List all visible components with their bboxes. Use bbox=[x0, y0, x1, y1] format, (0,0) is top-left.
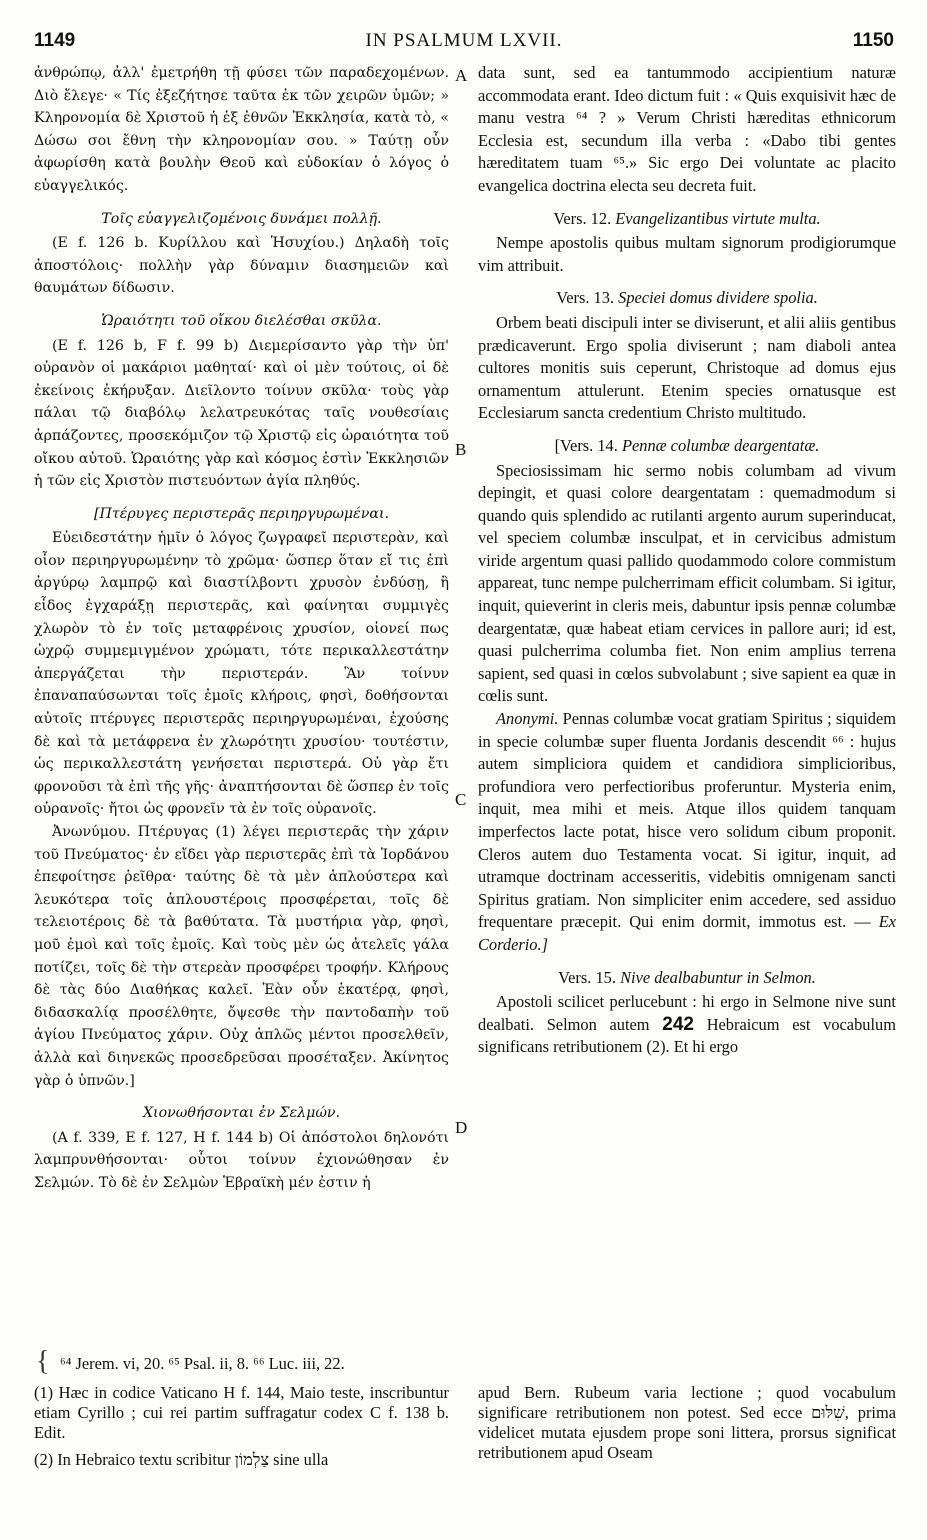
footnote: (1) Hæc in codice Vaticano H f. 144, Maio teste, inscribuntur etiam Cyrillo ; cui rei partim suffragatur codex C f. 138 b. Edit. bbox=[34, 1383, 449, 1442]
brace-icon: { bbox=[36, 1346, 50, 1377]
latin-paragraph: data sunt, sed ea tantummodo accipientium naturæ accommodata erant. Ideo dictum fuit : « Quis exquisivit hæc de manu vestra ⁶⁴ ? » Verum Christi hæreditas ethnicorum Ecclesia est, secundum illa verba : «Dabo tibi gentes hæreditatem tuam ⁶⁵.» Sic ergo Dei voluntate ac placito evangelica doctrina electa seu decreta fuit. bbox=[478, 63, 896, 195]
greek-verse-heading: Ὡραιότητι τοῦ οἴκου διελέσθαι σκῦλα. bbox=[101, 312, 382, 329]
verse-text: Speciei domus dividere spolia. bbox=[618, 288, 818, 308]
footnote: (2) In Hebraico textu scribitur צַלְמוֹן sine ulla bbox=[34, 1450, 329, 1469]
greek-paragraph: (A f. 339, E f. 127, H f. 144 b) Οἱ ἀπόστολοι δηλονότι λαμπρυνθήσονται· οὗτοι τοίνυν ἐχιονώθησαν ἐν Σελμών. Τὸ δὲ ἐν Σελμὼν Ἑβραϊκὴ μέν ἐστιν ἡ bbox=[34, 1129, 449, 1191]
latin-verse-heading bbox=[478, 435, 896, 458]
greek-paragraph: Ἀνωνύμου. Πτέρυγας (1) λέγει περιστερᾶς τὴν χάριν τοῦ Πνεύματος· ἐν εἴδει γὰρ περιστερᾶς ἐπὶ τὰ Ἰορδάνου ἐπεφοίτησε ῥεῖθρα· ταύτης δὲ τὰ μὲν ἁπλούστερα καὶ λευκότερα τοῖς ἁπλουστέροις προσφέρεται, τοῖς δὲ τελειοτέροις δὲ τὰ βαθύτατα. Τὰ μυστήρια γὰρ, φησὶ, μοῦ ἐμοὶ καὶ τοῖς ἐμοῖς. Καὶ τοὺς μὲν ὡς ἀτελεῖς γάλα ποτίζει, τοῖς δὲ τὴν στερεὰν προσφέρει τροφήν. Κλήρους δὲ τὰς δύο Διαθήκας καλεῖ. Ἐὰν οὖν ἑκατέρᾳ, φησὶ, διδασκαλίᾳ προσέλθητε, ὄψεσθε τὴν παντοδαπὴν τοῦ ἁγίου Πνεύματος χάριν. Οὐχ ἁπλῶς μέντοι προσελθεῖν, ἀλλὰ καὶ διηνεκῶς προσεδρεῦσαι προσέταξεν. Ἀκίνητος γὰρ ὁ ὑπνῶν.] bbox=[34, 824, 449, 1089]
greek-paragraph: Εὐειδεστάτην ἡμῖν ὁ λόγος ζωγραφεῖ περιστερὰν, καὶ οἷον περιηργυρωμένην τὸ χρῶμα· ὥσπερ ὅταν εἴ τις ἐπὶ ἀργύρῳ λαμπρῷ καὶ διαστίλβοντι χρυσὸν ἐνδύσῃ, ἢ εἶδος ἐγχαράξῃ περιστερᾶς, καὶ φαίνηται συμμιγὲς χλωρὸν τὸ ἐν τοῖς μεταφρένοις χρυσίον, οἱονεί πως ὠχρῷ συμμεμιγμένον χρώματι, τότε περικαλλεστάτην ἀπεργάζεται τὴν περιστεράν. Ἂν τοίνυν ἐπαναπαύσωνται τοῖς ἐμοῖς κλήροις, φησὶ, δοθήσονται αὐτοῖς πτέρυγες περιστερᾶς περιηργυρωμέναι, ἐχούσης δὲ καὶ τὰ μετάφρενα ἐν χλωρότητι χρυσίου· τουτέστιν, ὡς περικαλλεστάτη γενήσεται περιστερά. Οὐ γὰρ ἔτι φρονοῦσι τὰ ἐπὶ τῆς γῆς· ἀναπτήσονται δὲ ὥσπερ ἐν τοῖς οὐρανοῖς· ἤτοι ὡς φρονεῖν τὰ ἐν τοῖς οὐρανοῖς. bbox=[34, 530, 449, 818]
page-number-left: 1149 bbox=[34, 30, 76, 51]
latin-verse-heading bbox=[478, 287, 896, 310]
reference-list: ⁶⁴ Jerem. vi, 20. ⁶⁵ Psal. ii, 8. ⁶⁶ Luc. iii, 22. bbox=[60, 1354, 345, 1373]
latin-paragraph bbox=[478, 991, 896, 1059]
greek-column bbox=[34, 62, 449, 1195]
latin-verse-heading bbox=[478, 967, 896, 990]
verse-text: Evangelizantibus virtute multa. bbox=[615, 208, 821, 228]
latin-paragraph bbox=[478, 708, 896, 957]
verse-number: Vers. 12. bbox=[553, 208, 612, 228]
margin-letter-a: A bbox=[455, 66, 468, 85]
footnote: apud Bern. Rubeum varia lectione ; quod vocabulum significare retributionem non potest. Sed ecce שִׁלּוּם, prima videlicet mutata ejusdem prope soni littera, prorsus significat retributionem apud Oseam bbox=[478, 1383, 896, 1462]
greek-verse-heading: Χιονωθήσονται ἐν Σελμών. bbox=[142, 1105, 341, 1122]
running-title: IN PSALMUM LXVII. bbox=[365, 30, 563, 51]
margin-letter-b: B bbox=[455, 440, 467, 459]
verse-text: Pennæ columbæ deargentatæ. bbox=[621, 435, 820, 455]
greek-paragraph: (E f. 126 b, F f. 99 b) Διεμερίσαντο γὰρ τὴν ὑπ' οὐρανὸν οἱ μακάριοι μαθηταί· καὶ οἱ μὲν τούτοις, οἱ δὲ ἐκείνοις ἐκήρυξαν. Διεῖλοντο τοίνυν σκῦλα· τοὺς γὰρ πάλαι τῷ διαβόλῳ λελατρευκότας ταῖς νουθεσίαις ἁρπάζοντες, προσεκόμιζον τῷ Χριστῷ εἰς ὡραιότητα τοῦ οἴκου αὐτοῦ. Ὡραιότης γὰρ καὶ κόσμος ἐστὶν Ἐκκλησιῶν ἡ τῶν εἰς Χριστὸν πιστευόντων ἁγία πληθύς. bbox=[34, 337, 449, 490]
latin-paragraph: Orbem beati discipuli inter se diviserunt, et alii aliis gentibus prædicaverunt. Ergo spolia diviserunt ; nam diaboli antea cultores monitis suis ceperunt, Christoque ad domus ejus ornamentum attulerunt. Etenim species ornatusque est Ecclesiarum sancta credentium Christo multitudo. bbox=[478, 312, 896, 423]
signature-number: 242 bbox=[662, 1013, 694, 1035]
paragraph-text: Pennas columbæ vocat gratiam Spiritus ; siquidem in specie columbæ super fluenta Jordanis descendit ⁶⁶ : hujus autem simpliciora quidem et candidiora simplicioribus, profundiora vero perfectioribus proferuntur. Mysteria enim, inquit, mea mihi et meis. Atque illos quidem tanquam imperfectos lacte potat, hisce vero solidum cibum proponit. Cleros autem duo Testamenta vocat. Si igitur, inquit, ad utramque doctrinam accesseritis, videbitis omnigenam sancti Spiritus gratiam. Non simpliciter enim accedere, sed assiduo frequentare præcepit. Qui enim dormit, immotus est. — bbox=[478, 709, 897, 932]
greek-paragraph: (E f. 126 b. Κυρίλλου καὶ Ἡσυχίου.) Δηλαδὴ τοῖς ἀποστόλοις· πολλὴν γὰρ δύναμιν διασημειῶν καὶ θαυμάτων δίδωσιν. bbox=[34, 235, 449, 297]
latin-verse-heading bbox=[478, 208, 896, 231]
greek-paragraph: ἀνθρώπῳ, ἀλλ' ἐμετρήθη τῇ φύσει τῶν παραδεχομένων. Διὸ ἔλεγε· « Τίς ἐξεζήτησε ταῦτα ἐκ τῶν χειρῶν ὑμῶν; » Κληρονομία δὲ Χριστοῦ ἡ ἐξ ἐθνῶν Ἐκκλησία, κατὰ τὸ, « Δώσω σοι ἔθνη τὴν κληρονομίαν σου. » Ταύτῃ οὖν ἀφωρίσθη κατὰ βουλὴν Θεοῦ καὶ εὐδοκίαν ὁ λόγος ὁ εὐαγγελικός. bbox=[34, 65, 449, 194]
verse-text: Nive dealbabuntur in Selmon. bbox=[620, 967, 816, 987]
verse-number: Vers. 15. bbox=[558, 967, 616, 987]
margin-letter-d: D bbox=[455, 1118, 468, 1137]
latin-column bbox=[478, 62, 896, 1059]
page-number-right: 1150 bbox=[852, 30, 894, 51]
greek-verse-heading: Τοῖς εὐαγγελιζομένοις δυνάμει πολλῇ. bbox=[101, 210, 382, 227]
paragraph-text: Apostoli scilicet perlucebunt : hi ergo in Selmone nive sunt dealbati. Selmon autem bbox=[478, 992, 896, 1034]
author-label: Anonymi. bbox=[496, 709, 559, 729]
verse-number: Vers. 13. bbox=[556, 288, 615, 308]
latin-paragraph: Nempe apostolis quibus multam signorum prodigiorumque vim attribuit. bbox=[478, 233, 896, 275]
paragraph-text: Hebraicum est vocabulum significans retributionem (2). Et hi ergo bbox=[478, 1014, 896, 1057]
page-header bbox=[34, 30, 894, 60]
margin-letter-c: C bbox=[455, 790, 467, 809]
latin-paragraph: Speciosissimam hic sermo nobis columbam ad vivum depingit, et quasi colore deargentatam : quemadmodum si quando quis splendido ac rutilanti argento aurum superinducat, vel speciem columbæ insculpat, et in cervicibus admistum viride argentum quasi pallido quodammodo colore commistum appareat, tunc nempe pulcherrimam efficit columbam. Si igitur, inquit, quieverint in cleris meis, dabuntur ipsis pennæ columbæ deargentatæ, quæ habeat etiam cervices in pallore auri; id est, quasi pulcherrima columba fiet. Non enim amplius terrena sapient, sed quasi in cœlos subvolabunt ; sive sapient ea quæ in cœlis sunt. bbox=[478, 460, 896, 706]
source-label: Ex Corderio.] bbox=[478, 912, 896, 954]
verse-number: [Vers. 14. bbox=[554, 435, 618, 455]
greek-verse-heading: [Πτέρυγες περιστερᾶς περιηργυρωμέναι. bbox=[93, 505, 390, 522]
scripture-references bbox=[36, 1346, 460, 1377]
